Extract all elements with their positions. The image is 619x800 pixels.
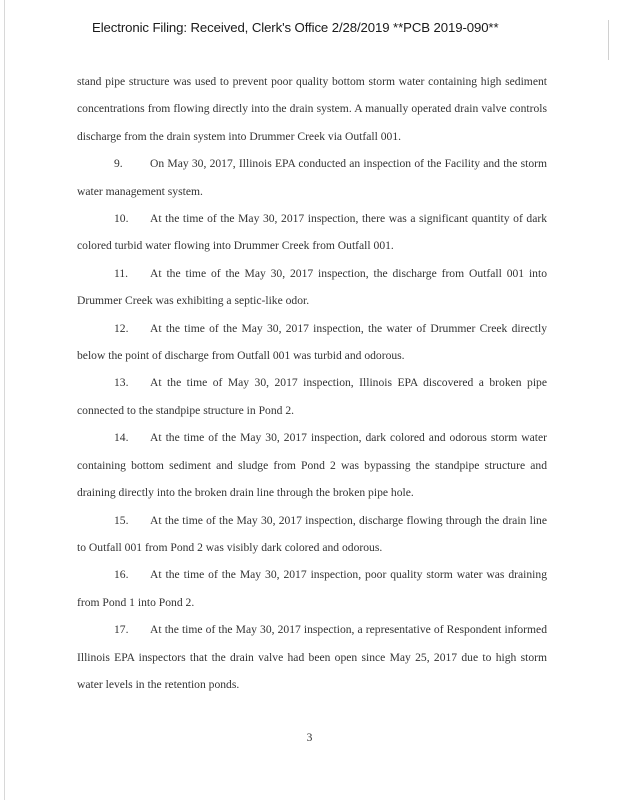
- paragraph-number: 9.: [114, 157, 123, 171]
- paragraph-12: [77, 315, 547, 370]
- paragraph-text: At the time of the May 30, 2017 inspection, dark colored and odorous storm water containing bottom sediment and sludge from Pond 2 was bypassing the standpipe structure and draining directly into the broken drain line through the broken pipe hole.: [77, 431, 547, 500]
- paragraph-text: At the time of the May 30, 2017 inspection, there was a significant quantity of dark colored turbid water flowing into Drummer Creek from Outfall 001.: [77, 212, 547, 253]
- filing-stamp: Electronic Filing: Received, Clerk's Office 2/28/2019 **PCB 2019-090**: [92, 20, 499, 35]
- paragraph-number: 15.: [114, 513, 129, 527]
- paragraph-text: At the time of the May 30, 2017 inspection, the discharge from Outfall 001 into Drummer Creek was exhibiting a septic-like odor.: [77, 266, 547, 308]
- paragraph-11: [77, 260, 547, 315]
- paragraph-number: 12.: [114, 321, 129, 335]
- paragraph-number: 14.: [114, 431, 129, 445]
- scan-edge-left: [4, 0, 5, 800]
- paragraph-number: 13.: [114, 376, 129, 390]
- paragraph-text: At the time of May 30, 2017 inspection, Illinois EPA discovered a broken pipe connected to the standpipe structure in Pond 2.: [77, 376, 547, 417]
- paragraph-number: 11.: [114, 266, 129, 280]
- paragraph-16: [77, 561, 547, 616]
- paragraph-13: [77, 369, 547, 424]
- paragraph-text: On May 30, 2017, Illinois EPA conducted an inspection of the Facility and the storm water management system.: [77, 157, 547, 198]
- paragraph-10: [77, 205, 547, 260]
- paragraph-9: [77, 150, 547, 205]
- scan-edge-right: [608, 20, 609, 60]
- paragraph-15: [77, 507, 547, 562]
- paragraph-14: [77, 424, 547, 506]
- paragraph-number: 10.: [114, 212, 129, 226]
- paragraph-text: At the time of the May 30, 2017 inspection, the water of Drummer Creek directly below the point of discharge from Outfall 001 was turbid and odorous.: [77, 321, 547, 363]
- paragraph-text: At the time of the May 30, 2017 inspection, a representative of Respondent informed Illinois EPA inspectors that the drain valve had been open since May 25, 2017 due to high storm water levels in the retention ponds.: [77, 623, 547, 691]
- page-number: 3: [306, 732, 313, 744]
- paragraph-number: 16.: [114, 568, 129, 582]
- continuation-text: stand pipe structure was used to prevent poor quality bottom storm water containing high sediment concentrations from flowing directly into the drain system. A manually operated drain valve controls discharge from the drain system into Drummer Creek via Outfall 001.: [77, 75, 547, 143]
- paragraph-17: [77, 616, 547, 698]
- paragraph-number: 17.: [114, 623, 129, 637]
- paragraph-text: At the time of the May 30, 2017 inspection, discharge flowing through the drain line to Outfall 001 from Pond 2 was visibly dark colored and odorous.: [77, 513, 547, 554]
- document-body: [77, 68, 547, 698]
- paragraph-text: At the time of the May 30, 2017 inspection, poor quality storm water was draining from Pond 1 into Pond 2.: [77, 568, 547, 609]
